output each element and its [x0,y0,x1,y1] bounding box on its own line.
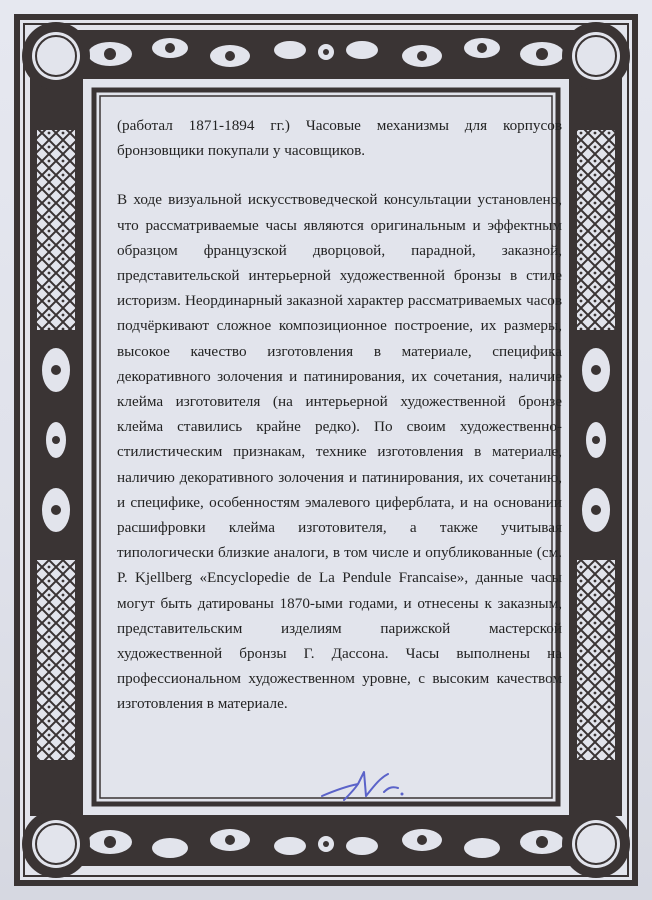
paragraph-1: (работал 1871-1894 гг.) Часовые механизмы для корпусов бронзовщики покупали у часовщиков. [117,117,562,160]
document-body [117,113,562,773]
paragraph-2: В ходе визуальной искусствоведческой консультации установлено, что рассматриваемые часы являются оригинальным и эффектным образцом французской дворцовой, парадной, заказной, представительской интерьерной художественной бронзы в стиле историзм. Неординарный заказной характер рассматриваемых часов подчёркивают сложное композиционное построение, их размеры, высокое качество изготовления в материале, специфика декоративного золочения и патинирования, их сочетания, наличие клейма изготовителя (на интерьерной художественной бронзе клейма ставились крайне редко). По своим художественно-стилистическим признакам, технике изготовления в материале, наличию декоративного золочения и патинирования, их сочетанию, и специфике, особенностям эмалевого циферблата, и на основании расшифровки клейма изготовителя, а также учитывая типологически близкие аналоги, в том числе и опубликованные (см. P. Kjellberg «Encyclopedie de La Pendule Francaise», данные часы могут быть датированы 1870-ыми годами, и отнесены к заказным, представительским изделиям парижской мастерской художественной бронзы Г. Дассона. Часы выполнены на профессиональном художественном уровне, с высоким качеством изготовления в материале. [117,191,562,713]
signature-icon [318,768,408,808]
